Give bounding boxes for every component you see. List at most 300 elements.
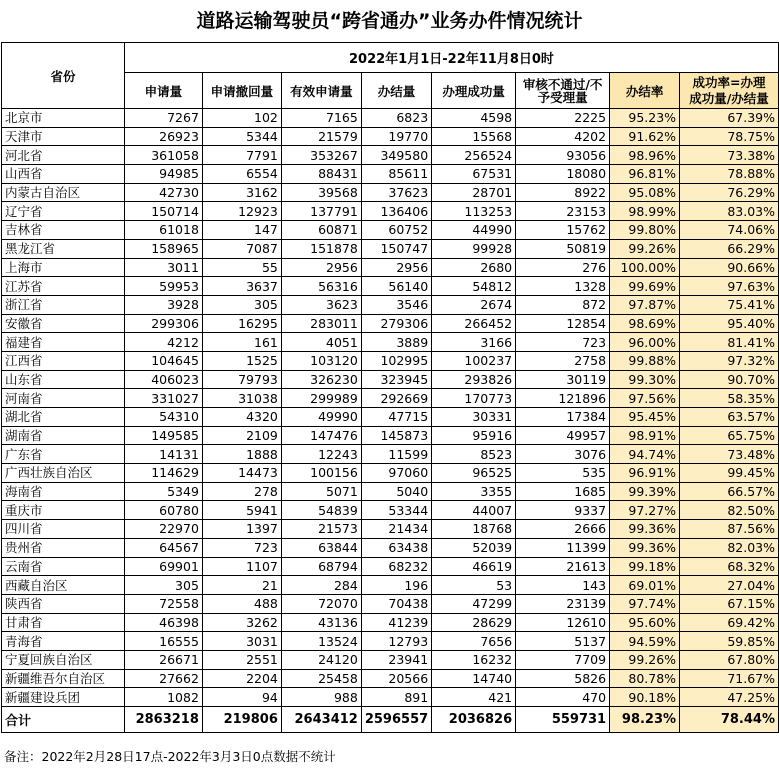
- cell-successful: 2674: [432, 295, 516, 314]
- table-row: [2, 632, 779, 651]
- cell-valid: 13524: [281, 632, 361, 651]
- cell-completion-rate: 100.00%: [610, 258, 680, 277]
- cell-completed: 47715: [361, 408, 431, 427]
- cell-withdrawn: 1397: [202, 520, 281, 539]
- cell-withdrawn: 94: [202, 688, 281, 707]
- table-row: [2, 277, 779, 296]
- cell-valid: 353267: [281, 146, 361, 165]
- cell-completed: 56140: [361, 277, 431, 296]
- cell-rejected: 12610: [516, 613, 610, 632]
- table-row: [2, 501, 779, 520]
- cell-successful: 421: [432, 688, 516, 707]
- cell-valid: 54839: [281, 501, 361, 520]
- cell-province: 四川省: [2, 520, 125, 539]
- cell-success-rate: 73.48%: [680, 445, 779, 464]
- cell-completed: 136406: [361, 202, 431, 221]
- table-row: [2, 258, 779, 277]
- cell-success-rate: 68.32%: [680, 557, 779, 576]
- cell-province: 重庆市: [2, 501, 125, 520]
- cell-rejected: 121896: [516, 389, 610, 408]
- cell-rejected: 5137: [516, 632, 610, 651]
- cell-province: 内蒙古自治区: [2, 183, 125, 202]
- header-rejected: [516, 73, 610, 109]
- table-row: [2, 650, 779, 669]
- cell-rejected: 93056: [516, 146, 610, 165]
- cell-completed: 70438: [361, 594, 431, 613]
- cell-withdrawn: 5941: [202, 501, 281, 520]
- statistics-table: [1, 42, 779, 733]
- cell-successful: 3166: [432, 333, 516, 352]
- cell-success-rate: 63.57%: [680, 408, 779, 427]
- cell-applications: 406023: [124, 370, 202, 389]
- cell-successful: 30331: [432, 408, 516, 427]
- cell-withdrawn: 1107: [202, 557, 281, 576]
- cell-completed: 6823: [361, 109, 431, 128]
- cell-success-rate: 27.04%: [680, 576, 779, 595]
- header-success-rate-line2: 成功量/办结量: [689, 90, 769, 106]
- cell-completion-rate: 97.27%: [610, 501, 680, 520]
- cell-withdrawn: 4320: [202, 408, 281, 427]
- cell-withdrawn: 6554: [202, 165, 281, 184]
- cell-province: 新疆维吾尔自治区: [2, 669, 125, 688]
- cell-province: 陕西省: [2, 594, 125, 613]
- table-row: [2, 576, 779, 595]
- cell-success-rate: 66.29%: [680, 239, 779, 258]
- cell-completion-rate: 99.18%: [610, 557, 680, 576]
- cell-withdrawn: 55: [202, 258, 281, 277]
- cell-province: 黑龙江省: [2, 239, 125, 258]
- cell-successful: 100237: [432, 351, 516, 370]
- cell-completed: 85611: [361, 165, 431, 184]
- cell-province: 新疆建设兵团: [2, 688, 125, 707]
- cell-success-rate: 78.88%: [680, 165, 779, 184]
- cell-successful: 18768: [432, 520, 516, 539]
- cell-success-rate: 87.56%: [680, 520, 779, 539]
- cell-successful: 3355: [432, 482, 516, 501]
- cell-completed: 145873: [361, 426, 431, 445]
- cell-rejected: 535: [516, 464, 610, 483]
- cell-withdrawn: 7791: [202, 146, 281, 165]
- cell-success-rate: 78.44%: [680, 707, 779, 733]
- cell-completed: 11599: [361, 445, 431, 464]
- cell-applications: 7267: [124, 109, 202, 128]
- cell-successful: 99928: [432, 239, 516, 258]
- cell-province: 合计: [2, 707, 125, 733]
- cell-rejected: 12854: [516, 314, 610, 333]
- cell-province: 甘肃省: [2, 613, 125, 632]
- cell-success-rate: 99.45%: [680, 464, 779, 483]
- cell-withdrawn: 161: [202, 333, 281, 352]
- table-row: [2, 333, 779, 352]
- cell-withdrawn: 488: [202, 594, 281, 613]
- cell-successful: 256524: [432, 146, 516, 165]
- cell-completion-rate: 95.23%: [610, 109, 680, 128]
- cell-completion-rate: 97.56%: [610, 389, 680, 408]
- cell-success-rate: 90.66%: [680, 258, 779, 277]
- cell-applications: 94985: [124, 165, 202, 184]
- cell-success-rate: 65.75%: [680, 426, 779, 445]
- cell-applications: 16555: [124, 632, 202, 651]
- cell-valid: 137791: [281, 202, 361, 221]
- cell-applications: 305: [124, 576, 202, 595]
- cell-withdrawn: 12923: [202, 202, 281, 221]
- cell-rejected: 17384: [516, 408, 610, 427]
- cell-completed: 891: [361, 688, 431, 707]
- header-success-rate: [680, 73, 779, 109]
- cell-applications: 59953: [124, 277, 202, 296]
- cell-completed: 53344: [361, 501, 431, 520]
- cell-rejected: 2225: [516, 109, 610, 128]
- cell-valid: 7165: [281, 109, 361, 128]
- cell-successful: 67531: [432, 165, 516, 184]
- cell-withdrawn: 723: [202, 538, 281, 557]
- cell-completion-rate: 98.99%: [610, 202, 680, 221]
- cell-withdrawn: 3162: [202, 183, 281, 202]
- cell-valid: 326230: [281, 370, 361, 389]
- header-withdrawn: 申请撤回量: [202, 73, 281, 109]
- table-row: [2, 482, 779, 501]
- cell-province: 天津市: [2, 127, 125, 146]
- cell-applications: 5349: [124, 482, 202, 501]
- cell-completed: 12793: [361, 632, 431, 651]
- sheet-title: 道路运输驾驶员“跨省通办”业务办件情况统计: [196, 10, 583, 32]
- cell-success-rate: 75.41%: [680, 295, 779, 314]
- cell-applications: 60780: [124, 501, 202, 520]
- cell-success-rate: 67.15%: [680, 594, 779, 613]
- table-row: [2, 109, 779, 128]
- cell-applications: 61018: [124, 221, 202, 240]
- cell-valid: 43136: [281, 613, 361, 632]
- cell-successful: 293826: [432, 370, 516, 389]
- cell-successful: 16232: [432, 650, 516, 669]
- table-row: [2, 445, 779, 464]
- cell-rejected: 21613: [516, 557, 610, 576]
- cell-valid: 2643412: [281, 707, 361, 733]
- cell-completion-rate: 99.26%: [610, 239, 680, 258]
- cell-completion-rate: 98.91%: [610, 426, 680, 445]
- cell-province: 北京市: [2, 109, 125, 128]
- cell-completion-rate: 99.80%: [610, 221, 680, 240]
- cell-completion-rate: 97.87%: [610, 295, 680, 314]
- cell-success-rate: 66.57%: [680, 482, 779, 501]
- cell-withdrawn: 5344: [202, 127, 281, 146]
- table-row: [2, 351, 779, 370]
- cell-success-rate: 76.29%: [680, 183, 779, 202]
- table-row: [2, 127, 779, 146]
- cell-province: 辽宁省: [2, 202, 125, 221]
- cell-completion-rate: 99.39%: [610, 482, 680, 501]
- cell-withdrawn: 3262: [202, 613, 281, 632]
- cell-successful: 28629: [432, 613, 516, 632]
- table-row: [2, 239, 779, 258]
- cell-rejected: 723: [516, 333, 610, 352]
- header-applications: 申请量: [124, 73, 202, 109]
- cell-rejected: 470: [516, 688, 610, 707]
- cell-successful: 14740: [432, 669, 516, 688]
- cell-rejected: 8922: [516, 183, 610, 202]
- cell-applications: 149585: [124, 426, 202, 445]
- cell-rejected: 2666: [516, 520, 610, 539]
- cell-success-rate: 58.35%: [680, 389, 779, 408]
- cell-completion-rate: 98.96%: [610, 146, 680, 165]
- cell-completed: 349580: [361, 146, 431, 165]
- cell-success-rate: 97.63%: [680, 277, 779, 296]
- table-row: [2, 520, 779, 539]
- cell-rejected: 9337: [516, 501, 610, 520]
- cell-withdrawn: 219806: [202, 707, 281, 733]
- cell-province: 广东省: [2, 445, 125, 464]
- cell-province: 安徽省: [2, 314, 125, 333]
- cell-successful: 113253: [432, 202, 516, 221]
- cell-success-rate: 67.39%: [680, 109, 779, 128]
- date-range: 2022年1月1日-22年11月8日0时: [124, 43, 778, 73]
- cell-success-rate: 82.50%: [680, 501, 779, 520]
- cell-rejected: 11399: [516, 538, 610, 557]
- table-row: [2, 464, 779, 483]
- cell-successful: 46619: [432, 557, 516, 576]
- cell-rejected: 2758: [516, 351, 610, 370]
- cell-province: 福建省: [2, 333, 125, 352]
- table-row: [2, 183, 779, 202]
- cell-withdrawn: 2551: [202, 650, 281, 669]
- cell-province: 江苏省: [2, 277, 125, 296]
- cell-withdrawn: 147: [202, 221, 281, 240]
- table-row: [2, 538, 779, 557]
- cell-completion-rate: 98.69%: [610, 314, 680, 333]
- cell-completion-rate: 80.78%: [610, 669, 680, 688]
- cell-completion-rate: 91.62%: [610, 127, 680, 146]
- cell-applications: 361058: [124, 146, 202, 165]
- cell-province: 云南省: [2, 557, 125, 576]
- cell-rejected: 5826: [516, 669, 610, 688]
- cell-valid: 283011: [281, 314, 361, 333]
- cell-success-rate: 67.80%: [680, 650, 779, 669]
- cell-completion-rate: 99.36%: [610, 520, 680, 539]
- cell-successful: 54812: [432, 277, 516, 296]
- cell-rejected: 23139: [516, 594, 610, 613]
- cell-rejected: 1328: [516, 277, 610, 296]
- cell-successful: 8523: [432, 445, 516, 464]
- cell-completed: 37623: [361, 183, 431, 202]
- cell-completed: 60752: [361, 221, 431, 240]
- cell-completed: 21434: [361, 520, 431, 539]
- cell-withdrawn: 3637: [202, 277, 281, 296]
- cell-applications: 3928: [124, 295, 202, 314]
- cell-applications: 4212: [124, 333, 202, 352]
- cell-applications: 158965: [124, 239, 202, 258]
- cell-withdrawn: 2109: [202, 426, 281, 445]
- cell-valid: 21573: [281, 520, 361, 539]
- cell-completion-rate: 96.00%: [610, 333, 680, 352]
- cell-success-rate: 81.41%: [680, 333, 779, 352]
- cell-completion-rate: 90.18%: [610, 688, 680, 707]
- cell-rejected: 559731: [516, 707, 610, 733]
- cell-rejected: 49957: [516, 426, 610, 445]
- cell-province: 广西壮族自治区: [2, 464, 125, 483]
- cell-successful: 2036826: [432, 707, 516, 733]
- table-row: [2, 613, 779, 632]
- table-row: [2, 594, 779, 613]
- cell-successful: 15568: [432, 127, 516, 146]
- cell-withdrawn: 305: [202, 295, 281, 314]
- table-row: [2, 165, 779, 184]
- cell-valid: 3623: [281, 295, 361, 314]
- cell-valid: 147476: [281, 426, 361, 445]
- total-row: [2, 707, 779, 733]
- cell-successful: 53: [432, 576, 516, 595]
- cell-applications: 2863218: [124, 707, 202, 733]
- cell-withdrawn: 102: [202, 109, 281, 128]
- cell-province: 江西省: [2, 351, 125, 370]
- table-row: [2, 688, 779, 707]
- cell-valid: 988: [281, 688, 361, 707]
- cell-success-rate: 95.40%: [680, 314, 779, 333]
- cell-rejected: 4202: [516, 127, 610, 146]
- cell-completed: 2596557: [361, 707, 431, 733]
- cell-completed: 3889: [361, 333, 431, 352]
- cell-completion-rate: 99.36%: [610, 538, 680, 557]
- cell-rejected: 1685: [516, 482, 610, 501]
- cell-withdrawn: 1525: [202, 351, 281, 370]
- cell-completion-rate: 95.08%: [610, 183, 680, 202]
- cell-completed: 23941: [361, 650, 431, 669]
- cell-completed: 41239: [361, 613, 431, 632]
- cell-valid: 5071: [281, 482, 361, 501]
- cell-completed: 3546: [361, 295, 431, 314]
- cell-valid: 24120: [281, 650, 361, 669]
- cell-applications: 42730: [124, 183, 202, 202]
- cell-applications: 26671: [124, 650, 202, 669]
- cell-valid: 100156: [281, 464, 361, 483]
- cell-valid: 60871: [281, 221, 361, 240]
- cell-valid: 63844: [281, 538, 361, 557]
- cell-valid: 4051: [281, 333, 361, 352]
- cell-success-rate: 74.06%: [680, 221, 779, 240]
- table-row: [2, 408, 779, 427]
- cell-rejected: 143: [516, 576, 610, 595]
- table-row: [2, 669, 779, 688]
- cell-applications: 114629: [124, 464, 202, 483]
- cell-rejected: 50819: [516, 239, 610, 258]
- cell-successful: 96525: [432, 464, 516, 483]
- header-valid: 有效申请量: [281, 73, 361, 109]
- cell-completion-rate: 97.74%: [610, 594, 680, 613]
- cell-province: 浙江省: [2, 295, 125, 314]
- cell-valid: 12243: [281, 445, 361, 464]
- cell-rejected: 3076: [516, 445, 610, 464]
- cell-province: 河北省: [2, 146, 125, 165]
- cell-applications: 69901: [124, 557, 202, 576]
- cell-province: 吉林省: [2, 221, 125, 240]
- cell-applications: 22970: [124, 520, 202, 539]
- cell-completed: 97060: [361, 464, 431, 483]
- cell-province: 湖北省: [2, 408, 125, 427]
- cell-completed: 2956: [361, 258, 431, 277]
- cell-successful: 170773: [432, 389, 516, 408]
- cell-completion-rate: 94.74%: [610, 445, 680, 464]
- cell-completed: 63438: [361, 538, 431, 557]
- header-rejected-line1: 审核不通过/不: [522, 76, 603, 92]
- cell-valid: 2956: [281, 258, 361, 277]
- cell-completed: 19770: [361, 127, 431, 146]
- table-row: [2, 426, 779, 445]
- cell-province: 湖南省: [2, 426, 125, 445]
- cell-valid: 49990: [281, 408, 361, 427]
- table-row: [2, 389, 779, 408]
- cell-applications: 104645: [124, 351, 202, 370]
- cell-success-rate: 71.67%: [680, 669, 779, 688]
- cell-valid: 56316: [281, 277, 361, 296]
- cell-completed: 68232: [361, 557, 431, 576]
- cell-rejected: 7709: [516, 650, 610, 669]
- cell-successful: 44990: [432, 221, 516, 240]
- cell-success-rate: 90.70%: [680, 370, 779, 389]
- cell-withdrawn: 79793: [202, 370, 281, 389]
- cell-applications: 72558: [124, 594, 202, 613]
- cell-withdrawn: 21: [202, 576, 281, 595]
- cell-province: 青海省: [2, 632, 125, 651]
- cell-completion-rate: 96.81%: [610, 165, 680, 184]
- cell-withdrawn: 3031: [202, 632, 281, 651]
- cell-withdrawn: 7087: [202, 239, 281, 258]
- cell-completed: 150747: [361, 239, 431, 258]
- cell-completion-rate: 95.60%: [610, 613, 680, 632]
- cell-valid: 299989: [281, 389, 361, 408]
- cell-valid: 72070: [281, 594, 361, 613]
- cell-valid: 284: [281, 576, 361, 595]
- footnote: 备注：2022年2月28日17点-2022年3月3日0点数据不统计: [4, 749, 336, 764]
- cell-completion-rate: 96.91%: [610, 464, 680, 483]
- cell-applications: 64567: [124, 538, 202, 557]
- cell-withdrawn: 14473: [202, 464, 281, 483]
- table-row: [2, 221, 779, 240]
- cell-successful: 52039: [432, 538, 516, 557]
- header-province: 省份: [2, 43, 125, 109]
- cell-completion-rate: 99.88%: [610, 351, 680, 370]
- header-completed: 办结量: [361, 73, 431, 109]
- cell-successful: 2680: [432, 258, 516, 277]
- cell-successful: 47299: [432, 594, 516, 613]
- cell-rejected: 15762: [516, 221, 610, 240]
- cell-completed: 279306: [361, 314, 431, 333]
- cell-applications: 26923: [124, 127, 202, 146]
- cell-success-rate: 97.32%: [680, 351, 779, 370]
- cell-success-rate: 59.85%: [680, 632, 779, 651]
- cell-completion-rate: 99.69%: [610, 277, 680, 296]
- cell-valid: 151878: [281, 239, 361, 258]
- table-row: [2, 202, 779, 221]
- cell-completion-rate: 98.23%: [610, 707, 680, 733]
- cell-completed: 102995: [361, 351, 431, 370]
- cell-successful: 44007: [432, 501, 516, 520]
- cell-success-rate: 69.42%: [680, 613, 779, 632]
- cell-completed: 5040: [361, 482, 431, 501]
- cell-province: 海南省: [2, 482, 125, 501]
- cell-province: 河南省: [2, 389, 125, 408]
- table-row: [2, 370, 779, 389]
- cell-withdrawn: 278: [202, 482, 281, 501]
- cell-completed: 323945: [361, 370, 431, 389]
- cell-success-rate: 47.25%: [680, 688, 779, 707]
- cell-successful: 28701: [432, 183, 516, 202]
- cell-applications: 331027: [124, 389, 202, 408]
- cell-completion-rate: 94.59%: [610, 632, 680, 651]
- cell-completion-rate: 99.30%: [610, 370, 680, 389]
- cell-province: 上海市: [2, 258, 125, 277]
- cell-applications: 46398: [124, 613, 202, 632]
- cell-applications: 299306: [124, 314, 202, 333]
- cell-rejected: 276: [516, 258, 610, 277]
